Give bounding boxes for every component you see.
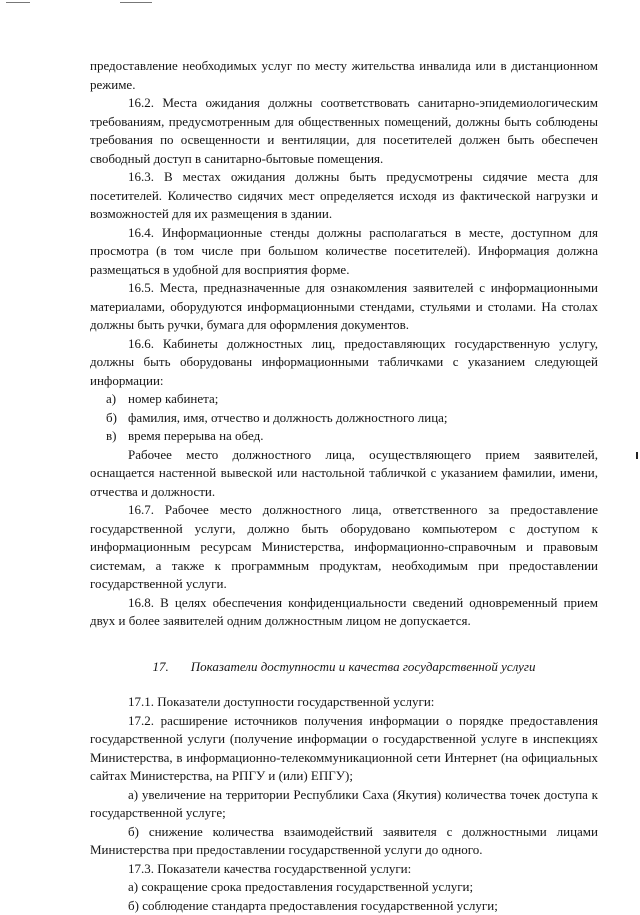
list-item bbox=[90, 409, 598, 428]
list-marker: б) bbox=[106, 409, 117, 428]
list-marker: а) bbox=[106, 390, 116, 409]
paragraph: а) сокращение срока предоставления государственной услуги; bbox=[90, 878, 598, 897]
list-item bbox=[90, 427, 598, 446]
list-marker: в) bbox=[106, 427, 116, 446]
paragraph: 17.2. расширение источников получения информации о порядке предоставления государственной услуги (получение информации о государственной услуге в инспекциях Министерства, в информационно-телекоммуникационной сети Интернет (на официальных сайтах Министерства, на РПГУ и (или) ЕПГУ); bbox=[90, 712, 598, 786]
scan-artifact bbox=[6, 2, 30, 3]
paragraph: б) снижение количества взаимодействий заявителя с должностными лицами Министерства при предоставлении государственной услуги до одного. bbox=[90, 823, 598, 860]
list-item-text: фамилия, имя, отчество и должность должностного лица; bbox=[128, 410, 448, 425]
paragraph: 16.6. Кабинеты должностных лиц, предоставляющих государственную услугу, должны быть оборудованы информационными табличками с указанием следующей информации: bbox=[90, 335, 598, 391]
paragraph: 16.7. Рабочее место должностного лица, ответственного за предоставление государственной услуги, должно быть оборудовано компьютером с доступом к информационным ресурсам Министерства, информационно-справочным и правовым системам, а также к программным продуктам, необходимым при предоставлении государственной услуги. bbox=[90, 501, 598, 594]
paragraph: Рабочее место должностного лица, осуществляющего прием заявителей, оснащается настенной вывеской или настольной табличкой с указанием фамилии, имени, отчества и должности. bbox=[90, 446, 598, 502]
paragraph: 17.1. Показатели доступности государственной услуги: bbox=[90, 693, 598, 712]
section-number: 17. bbox=[152, 659, 168, 674]
paragraph: 16.2. Места ожидания должны соответствовать санитарно-эпидемиологическим требованиям, предусмотренным для общественных помещений, должны быть соблюдены требования по освещенности и вентиляции, для посетителей должен быть обеспечен свободный доступ в санитарно-бытовые помещения. bbox=[90, 94, 598, 168]
paragraph: 16.5. Места, предназначенные для ознакомления заявителей с информационными материалами, оборудуются информационными стендами, стульями и столами. На столах должны быть ручки, бумага для оформления документов. bbox=[90, 279, 598, 335]
paragraph: 17.3. Показатели качества государственной услуги: bbox=[90, 860, 598, 879]
list-item-text: номер кабинета; bbox=[128, 391, 218, 406]
paragraph: а) увеличение на территории Республики Саха (Якутия) количества точек доступа к государственной услуге; bbox=[90, 786, 598, 823]
paragraph: 16.3. В местах ожидания должны быть предусмотрены сидячие места для посетителей. Количество сидячих мест определяется исходя из фактической нагрузки и возможностей для их размещения в здании. bbox=[90, 168, 598, 224]
paragraph: 16.4. Информационные стенды должны располагаться в месте, доступном для просмотра (в том числе при большом количестве посетителей). Информация должна размещаться в удобной для восприятия форме. bbox=[90, 224, 598, 280]
paragraph: предоставление необходимых услуг по месту жительства инвалида или в дистанционном режиме. bbox=[90, 57, 598, 94]
list-item bbox=[90, 390, 598, 409]
scan-artifact bbox=[120, 2, 152, 3]
document-body bbox=[90, 57, 598, 915]
section-heading bbox=[90, 658, 598, 677]
paragraph: б) соблюдение стандарта предоставления государственной услуги; bbox=[90, 897, 598, 915]
paragraph: 16.8. В целях обеспечения конфиденциальности сведений одновременный прием двух и более заявителей одним должностным лицом не допускается. bbox=[90, 594, 598, 631]
list-item-text: время перерыва на обед. bbox=[128, 428, 263, 443]
info-list bbox=[90, 390, 598, 446]
section-title: Показатели доступности и качества государственной услуги bbox=[191, 659, 536, 674]
scan-edge-mark bbox=[636, 452, 638, 459]
